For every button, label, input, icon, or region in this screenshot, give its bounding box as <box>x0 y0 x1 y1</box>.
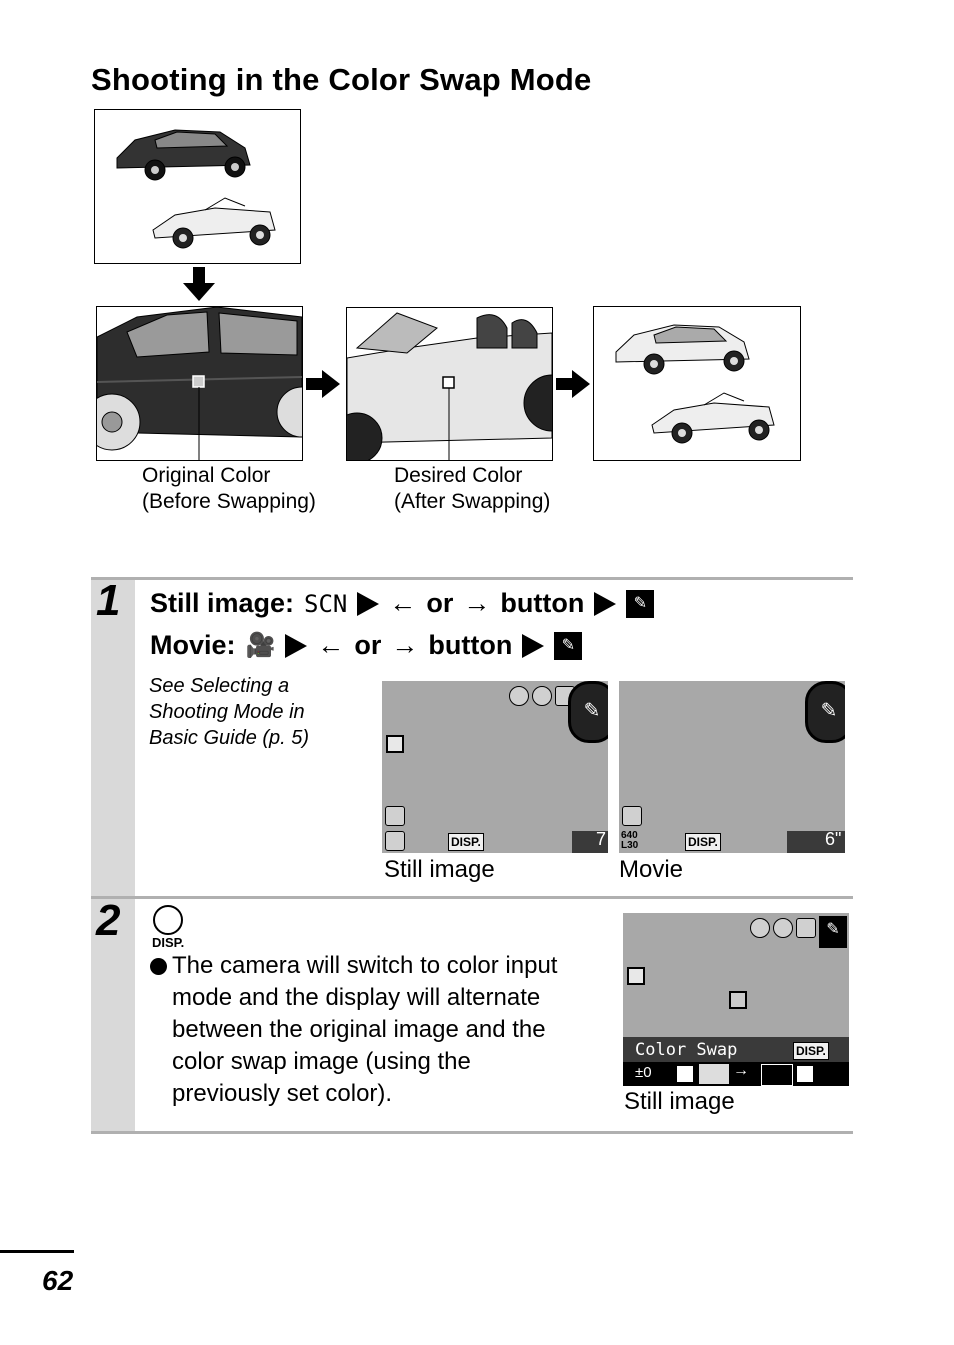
quality-icon <box>385 831 405 851</box>
step2-top-rule <box>91 896 853 899</box>
step1-sidebar <box>91 580 135 896</box>
color-swap-menu-bar <box>623 1037 849 1086</box>
bullet-icon <box>150 958 167 975</box>
arrow-right-icon <box>522 634 544 658</box>
color-swap-icon: ✎ <box>819 916 847 948</box>
arrow-right-icon <box>594 592 616 616</box>
flash-off-icon <box>509 686 529 706</box>
right-arrow-icon <box>556 370 592 398</box>
two-cars-illustration <box>95 110 300 263</box>
disp-badge: DISP. <box>685 833 721 851</box>
movie-color-swap-dial-icon: ✎ <box>805 681 845 743</box>
result-image-frame <box>593 306 801 461</box>
color-swap-icon: ✎ <box>626 590 654 618</box>
disp-badge: DISP. <box>448 833 484 851</box>
light-car-closeup <box>347 308 552 460</box>
left-arrow-icon <box>677 1066 693 1082</box>
movie-camera-icon: 🎥 <box>245 632 276 659</box>
dark-car-closeup <box>97 307 302 460</box>
step-number: 2 <box>96 896 121 945</box>
still-image-lcd <box>382 681 608 853</box>
metering-icon <box>385 806 405 826</box>
movie-lcd <box>619 681 845 853</box>
color-sample-frame <box>729 991 747 1009</box>
movie-time-remaining: 6" <box>825 829 842 849</box>
color-swap-dial-icon: ✎ <box>568 681 608 743</box>
metering-icon <box>622 806 642 826</box>
self-timer-icon <box>796 918 816 938</box>
movie-caption: Movie <box>619 856 684 883</box>
still-image-caption: Still image <box>384 856 495 883</box>
flash-off-icon <box>750 918 770 938</box>
right-arrow-button-icon: → <box>391 630 419 660</box>
step-number: 1 <box>96 576 121 625</box>
af-frame-icon <box>386 735 404 753</box>
disp-button-icon <box>153 905 183 935</box>
page-title: Shooting in the Color Swap Mode <box>91 62 592 97</box>
page-number-rule <box>0 1250 74 1253</box>
scn-mode-icon: SCN <box>304 589 348 618</box>
button-text: button <box>500 588 585 618</box>
movie-color-swap-icon: ✎ <box>554 632 582 660</box>
disp-badge: DISP. <box>793 1042 829 1060</box>
original-color-caption: Original Color (Before Swapping) <box>142 464 316 513</box>
right-arrow-icon <box>797 1066 813 1082</box>
color-swap-row <box>623 1062 849 1086</box>
or-text: or <box>354 630 382 660</box>
desired-color-frame <box>346 307 553 461</box>
left-arrow-button-icon: ← <box>317 630 345 660</box>
step1-top-rule <box>91 577 853 580</box>
arrow-right-icon <box>357 592 379 616</box>
still-image-instruction <box>150 588 654 619</box>
af-frame-icon <box>627 967 645 985</box>
color-swap-title: Color Swap <box>635 1040 738 1060</box>
right-arrow-icon <box>306 370 342 398</box>
original-color-frame <box>96 306 303 461</box>
down-arrow-icon <box>183 267 215 303</box>
left-arrow-button-icon: ← <box>389 588 417 618</box>
step2-screen-caption: Still image <box>624 1088 735 1115</box>
desired-color-caption: Desired Color (After Swapping) <box>394 464 551 513</box>
movie-resolution: 640 L30 <box>621 830 639 851</box>
still-image-label: Still image: <box>150 588 295 618</box>
exposure-value: ±0 <box>635 1064 652 1081</box>
original-color-swatch <box>699 1064 729 1084</box>
step2-bottom-rule <box>91 1131 853 1134</box>
movie-label: Movie: <box>150 630 236 660</box>
reference-note: See Selecting a Shooting Mode in Basic Guide (p. 5) <box>149 675 310 749</box>
two-light-cars-illustration <box>594 307 800 460</box>
right-arrow-button-icon: → <box>463 588 491 618</box>
button-text: button <box>428 630 513 660</box>
source-image-frame <box>94 109 301 264</box>
disp-button-label: DISP. <box>152 935 185 950</box>
color-swap-lcd <box>623 913 849 1086</box>
swap-arrow-icon: → <box>733 1062 749 1079</box>
red-eye-icon <box>773 918 793 938</box>
target-color-swatch <box>761 1064 793 1086</box>
or-text: or <box>426 588 454 618</box>
step2-description: The camera will switch to color input mode and the display will alternate between the original image and the color swap image (using the previously set color). <box>172 952 558 1107</box>
shots-remaining: 7 <box>596 829 607 849</box>
movie-instruction <box>150 630 582 661</box>
arrow-right-icon <box>285 634 307 658</box>
red-eye-icon <box>532 686 552 706</box>
page-number: 62 <box>42 1265 74 1296</box>
